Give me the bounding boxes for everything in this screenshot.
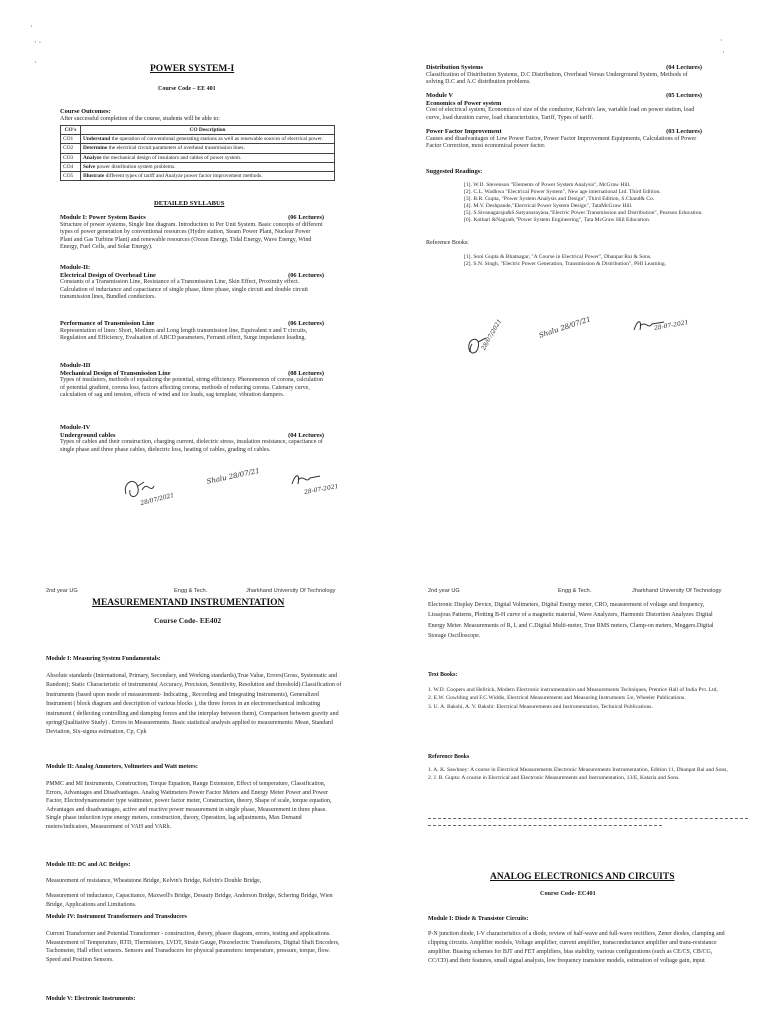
divider [428, 825, 662, 826]
list-item: [5]. S.Sivanagaraju&S.Satyanarayana,"Electric Power Transmission and Distribution", Pearson Education. [464, 210, 703, 216]
module-label: Module V [426, 92, 454, 99]
list-item: [1]. Soni Gupta & Bhatnagar, "A Course in Electrical Power", Dhanpat Rai & Sons. [464, 254, 652, 260]
refbooks-heading: Reference Books: [426, 240, 469, 246]
module-3 [60, 362, 324, 400]
page-power-system-1 [0, 0, 384, 560]
signature-date: 28-07-2021 [303, 483, 339, 496]
module-body: P-N junction diode, I-V characteristics of a diode, review of half-wave and full-wave rectifiers, Zener diodes, clamping and clipping circuits. Amplifier models, Voltage amplifier, current amplifier, transconductance amplifier and trans-resistance amplifier. Biasing schemes for BJT and FET amplifiers, bias stability, various configurations (such as CE/CS, CB/CG, CC/CD) and their features, small signal analysis, low frequency transistor models, estimation of voltage gain, input [428, 931, 725, 964]
scan-speck: · [34, 58, 37, 67]
co-verb: Analyze [83, 154, 102, 161]
signature-text: Shalu 28/07/21 [538, 315, 592, 340]
module-body: Measurement of resistance, Wheatstone Bridge, Kelvin's Bridge, Kelvin's Double Bridge, [46, 878, 262, 884]
outcomes-intro: After successful completion of the course, students will be able to: [60, 116, 220, 122]
module-body: Constants of a Transmission Line, Resistance of a Transmission Line, Skin Effect, Proximity effect. Calculation of inductance and capacitance of single phase, three phase, single circuit and double circuit transmission lines, Bundled conductors. [60, 279, 308, 301]
list-item: [4]. M.V. Deshpande,"Electrical Power System Design", TataMcGraw Hill. [464, 203, 633, 209]
table-row [61, 144, 335, 153]
module-lectures: (05 Lectures) [666, 92, 702, 99]
page-title: ANALOG ELECTRONICS AND CIRCUITS [490, 872, 675, 882]
co-code: CO3 [61, 153, 81, 162]
module-title: Electrical Design of Overhead Line [60, 271, 156, 279]
module-title: Performance of Transmission Line [60, 320, 155, 327]
table-header-cell: CO's [61, 126, 81, 135]
module-5 [426, 92, 702, 122]
module-header [426, 64, 702, 72]
table-row [61, 153, 335, 162]
module-label: Module-IV [60, 424, 91, 431]
list-item: 2. J. B. Gupta: A course in Electrical and Electronic Measurements and Instrumentation, 13/E, Kataria and Sons. [428, 775, 680, 782]
refbooks-list [464, 254, 714, 268]
page-title: MEASUREMENTAND INSTRUMENTATION [92, 598, 285, 608]
list-item: [1]. W.D. Stevenson "Elements of Power System Analysis", McGraw Hill. [464, 182, 631, 188]
course-code: Course Code- EC401 [540, 890, 596, 897]
module-body: PMMC and MI Instruments, Construction, Torque Equation, Range Extension, Effect of temperature, Classification, Errors, Advantages and Disadvantages. Analog Wattmeters Power Factor Meters and Energy Meter Power and Power Factor, Electrodynamometer type wattmeter, power factor meter, Construction, theory, Shape of scale, torque equation, Advantages and disadvantages, active and reactive power measurement in single phase, Measurement in three phase. Single phase induction type energy meters, construction, theory, Operation, lag adjustments, Max Demand meters/indicators, Measurement of VAH and VARh. [46, 781, 332, 830]
module-lectures: (03 Lectures) [666, 128, 702, 135]
module-label: Module-II: [60, 264, 91, 271]
module-1 [60, 214, 324, 252]
header-mid: Engg & Tech. [558, 588, 592, 594]
outcomes-heading: Course Outcomes: [60, 108, 111, 115]
module-lectures: (06 Lectures) [288, 320, 324, 327]
header-right: Jharkhand University Of Technology [632, 588, 722, 594]
module-body: Current Transformer and Potential Transformer - construction, theory, phasor diagram, errors, testing and applications. Measurement of Temperature, RTD, Thermistors, LVDT, Strain Gauge, Piezoelectric Transducers, Digital Shaft Encoders, Tachometer, Hall effect sensors. Sensors and Transducers for physical parameters: temperature, pressure, torque, flow. Speed and Position Sensors. [46, 931, 340, 963]
refbooks-list [428, 766, 728, 783]
co-code: CO4 [61, 162, 81, 171]
module-title: Underground cables [60, 431, 116, 439]
module-lectures: (06 Lectures) [288, 271, 324, 279]
module-2 [60, 264, 324, 302]
module-header [426, 92, 702, 100]
co-verb: Determine [83, 145, 108, 152]
course-code: Course Code – EE 401 [158, 86, 216, 92]
co-verb: Illustrate [83, 173, 105, 180]
signature-1 [120, 472, 180, 513]
distribution-systems [426, 64, 702, 87]
signature-date: 28/07/2021 [139, 491, 175, 508]
module-title: Module I: Power System Basics [60, 214, 146, 221]
co-description [81, 135, 335, 144]
module-title: Module III: DC and AC Bridges: [46, 862, 131, 868]
scan-speck: · [720, 36, 723, 45]
divider [428, 818, 748, 819]
module-label: Module-III [60, 362, 91, 369]
signature-date: 28-07-2021 [653, 319, 689, 332]
module-body: Electronic Display Device, Digital Voltmeters, Digital Energy meter, CRO, measurement of voltage and frequency, Lissajous Patterns, Plotting B-H curve of a magnetic material, Wave Analyzers, Harmonic Distortion Analyzer. Digital Energy Meter. Measurements of R, L and C.Digital Multi-meter, True RMS meters, Clamp-on meters, Meggers.Digital Storage Oscilloscope. [428, 602, 714, 640]
module-lectures: (04 Lectures) [666, 64, 702, 71]
list-item: 1. W.D. Coopers and Hellrick, Modern Electronic instrumentation and Measurements Techniques, Prentice Hall of India Pvt. Ltd, [428, 687, 718, 693]
module-performance [60, 320, 324, 343]
module-header [426, 128, 702, 136]
page-title: POWER SYSTEM-I [150, 64, 235, 74]
list-item: [2]. C.L. Wadhwa "Electrical Power System", New age international Ltd. Third Edition. [464, 189, 661, 195]
signature-3 [632, 316, 689, 341]
module-lectures: (04 Lectures) [288, 431, 324, 439]
co-description [81, 172, 335, 181]
page-analog-electronics [384, 580, 768, 1024]
scan-speck: · [30, 22, 33, 31]
list-item: [3]. B.R. Gupta, "Power System Analysis and Design", Third Edition, S.Chand& Co. [464, 196, 655, 202]
module-body: Types of insulators, methods of equalizing the potential, string efficiency. Phenomenon of corona, calculation of potential gradient, corona loss, factors affecting corona, methods of reducing corona. Catenary curve, calculation of sag and tension, effects of wind and ice loads, sag template, vibration dampers. [60, 377, 323, 399]
scan-speck: · · [34, 38, 42, 47]
co-text: the electrical circuit parameters of overhead transmission lines. [107, 145, 245, 152]
scan-speck: · [722, 48, 725, 57]
refbooks-heading: Reference Books [428, 754, 470, 760]
module-title: Module V: Electronic Instruments: [46, 996, 136, 1002]
co-code: CO5 [61, 172, 81, 181]
list-item: 1. A. K. Sawhney: A course in Electrical Measurements Electronic Measurements Instrumentation, Edition 11, Dhanpat Rai and Sons, [428, 767, 728, 773]
signature-text: Shalu 28/07/21 [206, 466, 261, 486]
table-row [61, 135, 335, 144]
co-text: the mechanical design of insulators and cables of power system. [101, 154, 242, 161]
table-header-cell: CO Description [81, 126, 335, 135]
syllabus-heading: DETAILED SYLLABUS [154, 200, 225, 207]
module-title: Mechanical Design of Transmission Line [60, 369, 171, 377]
module-title: Power Factor Improvement [426, 128, 502, 135]
list-item: [6]. Kothari &Nagrath,"Power System Engineering", Tata McGraw Hill Education. [464, 217, 651, 223]
course-outcomes-table [60, 125, 335, 181]
module-body: Representation of lines: Short, Medium and Long length transmission line, Equivalent π and T circuits, Regulation and Efficiency, Evaluation of ABCD parameters, Ferranti effect, Surge impedance loading. [60, 327, 308, 342]
co-description [81, 162, 335, 171]
co-text: the operation of conventional generating stations as well as renewable sources of electrical power. [110, 136, 323, 143]
header-right: Jharkhand University Of Technology [246, 588, 336, 594]
table-row [61, 162, 335, 171]
page-measurement-instrumentation [0, 580, 384, 1024]
module-title: Economics of Power system [426, 99, 502, 107]
page-power-system-1-cont [384, 0, 768, 560]
module-title: Module II: Analog Ammeters, Voltmeters and Watt meters: [46, 764, 198, 770]
module-title: Module I: Diode & Transistor Circuits: [428, 916, 529, 922]
co-code: CO2 [61, 144, 81, 153]
table-row [61, 172, 335, 181]
module-4 [60, 424, 324, 454]
module-body: Types of cables and their construction, charging current, dielectric stress, insulation resistance, capacitance of single phase and three phase cables, dielectric loss, heating of cables, grading of cables. [60, 439, 323, 453]
course-code: Course Code- EE402 [154, 616, 222, 625]
power-factor [426, 128, 702, 151]
module-body: Classification of Distribution Systems, D.C Distribution, Overhead Versus Underground System, Methods of solving D.C and A.C distribution problems. [426, 71, 688, 86]
co-verb: Solve [83, 163, 96, 170]
co-verb: Understand [83, 136, 111, 143]
module-body: Structure of power systems, Single line diagram. Introduction to Per Unit System. Basic concepts of different types of power generation by conventional resources (Hydro station, Steam Power Plant, Nuclear Power Plant and Gas Turbine Plant) and renewable resources (Ocean Energy, Tidal Energy, Wave Energy, Wind Energy, Fuel Cells, and Solar Energy). [60, 221, 323, 251]
module-header [60, 214, 324, 222]
list-item: 2. E.W. Gowlding and F.C.Widdis, Electrical Measurements and Measuring Instruments 5/e, Wheeler Publications. [428, 695, 686, 702]
co-description [81, 144, 335, 153]
signature-date: 28/07/2021 [480, 318, 504, 352]
co-description [81, 153, 335, 162]
module-title: Distribution Systems [426, 64, 483, 71]
co-text: different types of tariff and Analyze power factor improvement methods. [104, 173, 263, 180]
module-body: Measurement of inductance, Capacitance, Maxwell's Bridge, Desauty Bridge, Anderson Bridge, Schering Bridge, Wien Bridge, Applications and Limitations. [46, 893, 333, 908]
co-code: CO1 [61, 135, 81, 144]
module-header [60, 320, 324, 328]
module-title: Module IV: Instrument Transformers and Transducers [46, 914, 187, 920]
module-body: Cost of electrical system, Economics of size of the conductor, Kelvin's law, variable load on power station, load curve, load duration curve, load characteristics, Tariff, Types of tariff. [426, 107, 695, 121]
header-left: 2nd year UG [428, 588, 460, 594]
signature-3 [290, 470, 339, 496]
header-left: 2nd year UG [46, 588, 78, 594]
readings-heading: Suggested Readings: [426, 168, 483, 175]
textbooks-heading: Text Books: [428, 672, 458, 678]
header-mid: Engg & Tech. [174, 588, 208, 594]
table-header-row [61, 126, 335, 135]
co-text: power distribution system problems. [95, 163, 176, 170]
module-title: Module I: Measuring System Fundamentals: [46, 656, 161, 662]
list-item: 3. U. A. Bakshi, A. V. Bakshi: Electrical Measurements and Instrumentation, Technical Publications. [428, 703, 653, 710]
module-body: Absolute standards (International, Primary, Secondary, and Working standards),True Value, Errors(Gross, Systematic and Random); Static Characteristic of instruments( Accuracy, Precision, Sensitivity, Resolution and threshold).Classification of Instruments (based upon mode of measurement- Indicating , Recording and Integrating Instruments), Generalized Instrument ( block diagram and description of various blocks ), the three forces in an electromechanical indicating instrument ( deflecting controlling and damping forces and the interplay between them), Comparison between gravity and spring(Qualitative Study) . Errors in Measurements. Basic statistical analysis applied to measurements: Mean, Standard Deviation, Six-sigma estimation, Cp, Cpk [46, 673, 342, 736]
module-lectures: (08 Lectures) [288, 369, 324, 377]
readings-list [464, 182, 704, 224]
module-lectures: (06 Lectures) [288, 214, 324, 221]
signature-1 [464, 318, 504, 365]
textbooks-list [428, 686, 728, 711]
module-body: Causes and disadvantages of Low Power Factor, Power Factor Improvement Equipments, Calculations of Power Factor Correction, most economical power factor. [426, 135, 697, 150]
list-item: [2]. S.N. Singh, "Electric Power Generation, Transmission & Distribution", PHI Learning. [464, 261, 667, 267]
